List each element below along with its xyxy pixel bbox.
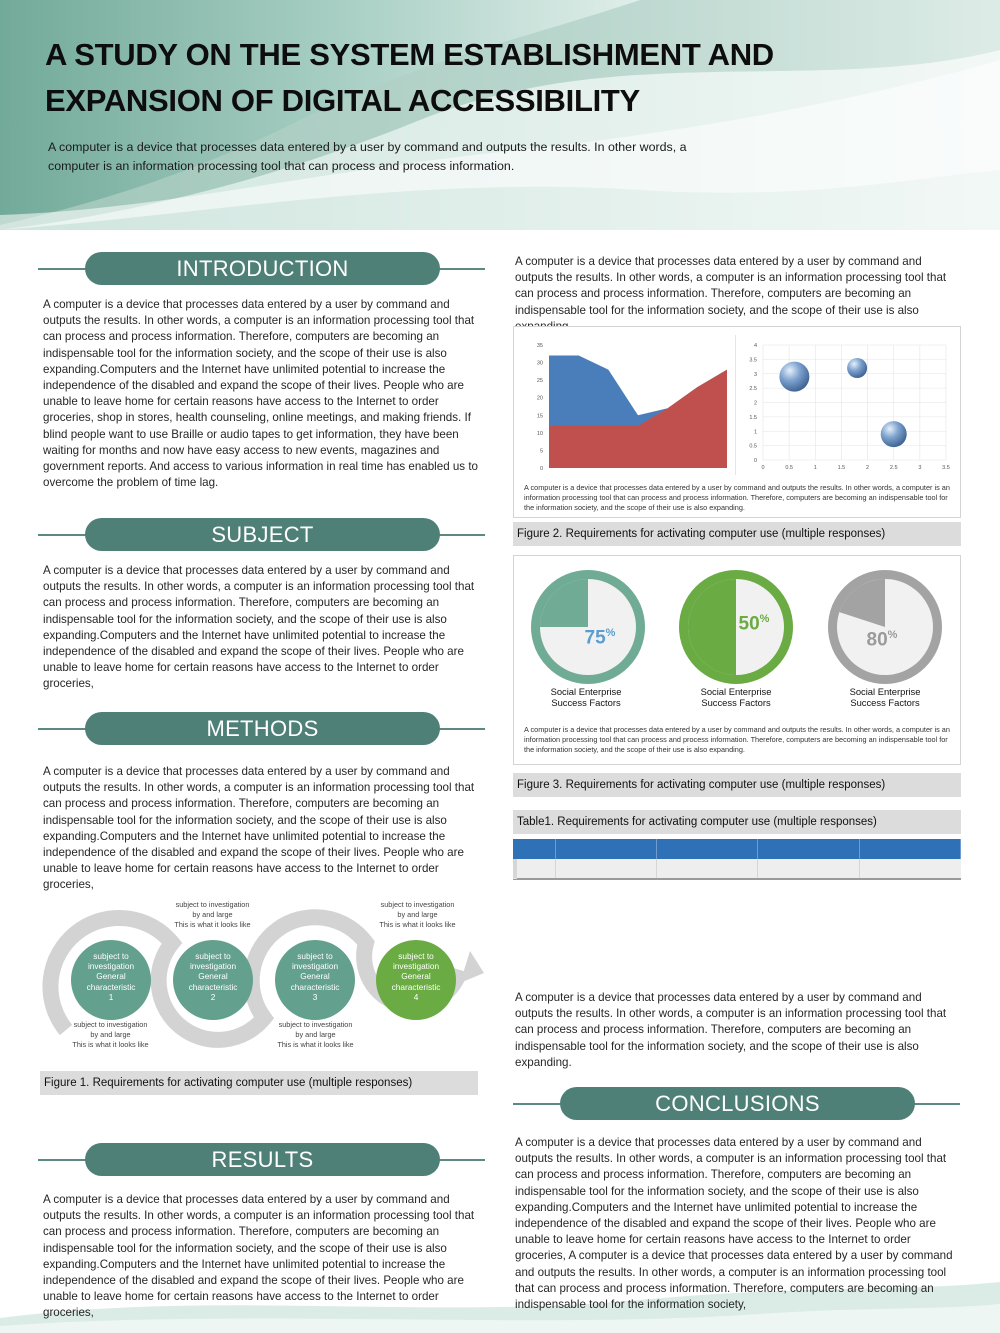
flow-node-4-line3: General — [401, 971, 431, 982]
scatter-bubble-1 — [779, 362, 809, 392]
flow-node-1-line4: characteristic — [86, 981, 136, 992]
table-cell — [860, 859, 961, 879]
poster-title — [45, 32, 945, 124]
conclusions-heading: CONCLUSIONS — [560, 1087, 915, 1120]
gauge-2-number: 50 — [738, 613, 760, 635]
area-y-tick-label: 25 — [536, 378, 543, 385]
results-heading: RESULTS — [85, 1143, 440, 1176]
gauge-1-value — [540, 627, 660, 649]
gauge-3-label-line2: Success Factors — [850, 697, 920, 708]
flow-node-1-line2: investigation — [87, 961, 135, 972]
area-y-tick-label: 20 — [536, 395, 543, 402]
figure2-box — [513, 326, 961, 518]
table-cell — [657, 859, 758, 879]
table-row — [513, 859, 517, 879]
gauge-1-label — [526, 686, 646, 708]
flow-note-top-1-l1: subject to investigation — [175, 900, 250, 909]
figure1-caption: Figure 1. Requirements for activating computer use (multiple responses) — [40, 1071, 478, 1095]
flow-node-1-line3: General — [96, 971, 126, 982]
scatter-x-tick-label: 1.5 — [837, 465, 846, 471]
area-y-tick-label: 35 — [536, 343, 543, 349]
title-line-1: A STUDY ON THE SYSTEM ESTABLISHMENT AND — [45, 37, 774, 72]
after-table-text: A computer is a device that processes data entered by a user by command and outputs the results. In other words, a computer is an information processing tool that can process and process information. Therefore, computers are becoming an indispensable tool for the information society, and the scope of their use is also expanding. — [515, 991, 947, 1069]
gauge-3-value — [822, 629, 942, 651]
scatter-y-tick-label: 0 — [753, 458, 757, 464]
scatter-y-tick-label: 3 — [753, 371, 757, 378]
flow-node-3-line2: investigation — [291, 961, 339, 972]
scatter-x-tick-label: 0 — [761, 465, 765, 471]
chart-divider — [735, 335, 736, 475]
gauge-3-unit: % — [887, 629, 898, 641]
flow-node-1-line1: subject to — [93, 951, 129, 961]
methods-heading: METHODS — [85, 712, 440, 745]
conclusions-text: A computer is a device that processes data entered by a user by command and outputs the results. In other words, a computer is an information processing tool that can process and process information. Therefore, computers are becoming an indispensable tool for the information society, and the scope of their use is also expanding.Computers and the Internet have unlimited potential to increase the independence of the disabled and expand the scope of their lives. People who are unable to leave home for certain reasons have access to the Internet to order groceries, A computer is a device that processes data entered by a user by command and outputs the results. In other words, a computer is an information processing tool that can process and process information. Therefore, computers are becoming an indispensable tool for the information society, — [515, 1136, 953, 1312]
flow-note-bottom-1 — [58, 1020, 163, 1051]
scatter-bubble-3 — [881, 421, 907, 447]
scatter-x-tick-label: 2 — [866, 465, 870, 471]
flow-note-bottom-2-l3: This is what it looks like — [277, 1040, 354, 1050]
gauge-1-number: 75 — [584, 627, 606, 649]
right-intro-text: A computer is a device that processes data entered by a user by command and outputs the results. In other words, a computer is an information processing tool that can process and process information. Therefore, computers are becoming an indispensable tool for the information society, and the scope of their use is also — [515, 255, 947, 317]
figure2-note: A computer is a device that processes data entered by a user by command and outputs the results. In other words, a computer is an information processing tool that can process and process information. Therefore, computers are becoming an indispensable tool for the information society, and the scope of their use is also expanding. — [524, 483, 950, 513]
introduction-text: A computer is a device that processes data entered by a user by command and outputs the results. In other words, a computer is an information processing tool that can process and process information. Therefore, computers are becoming an indispensable tool for the information society, and the scope of their use is also expanding.Computers and the Internet have unlimited potential to increase the independence of the disabled and expand the scope of their lives. People who are unable to leave home for certain reasons have access to the Internet to order groceries, shop in stores, health counseling, online meetings, and making friends. If blind people want to use Braille or audio tapes to get information, they have been waiting for months and now have easy access to new events, magazines and government reports. And access to various information in real time has enabled us to overcome the problem of time lag. — [43, 298, 478, 490]
flow-node-2-number: 2 — [210, 991, 216, 1002]
flow-note-bottom-1-l2: by and large — [90, 1030, 131, 1040]
figure3-caption: Figure 3. Requirements for activating computer use (multiple responses) — [513, 773, 961, 797]
table-header-cell — [556, 839, 657, 859]
gauge-2-label — [676, 686, 796, 708]
scatter-y-tick-label: 2.5 — [749, 386, 757, 393]
flow-arrow-head — [460, 951, 484, 983]
scatter-y-tick-label: 1 — [753, 429, 757, 436]
header-lead-text: A computer is a device that processes data entered by a user by command and outputs the results. In other words, a computer is an information processing tool that can process and process information. — [48, 140, 687, 173]
gauge-2-unit: % — [759, 613, 770, 625]
flow-note-bottom-2 — [263, 1020, 368, 1051]
flow-node-2-line3: General — [198, 971, 228, 982]
table-header-cell — [513, 839, 556, 859]
flow-node-2-line1: subject to — [195, 951, 231, 961]
flow-node-label-4 — [378, 951, 454, 1002]
scatter-y-tick-label: 2 — [753, 400, 757, 407]
scatter-y-tick-label: 0.5 — [749, 443, 757, 450]
table-header-row — [513, 839, 961, 859]
area-chart — [519, 337, 729, 477]
flow-note-bottom-1-l3: This is what it looks like — [72, 1040, 149, 1050]
area-y-tick-label: 30 — [536, 360, 543, 367]
flow-node-3-number: 3 — [312, 991, 318, 1002]
area-y-tick-label: 5 — [539, 448, 543, 455]
flow-note-top-1-l2: by and large — [192, 910, 233, 920]
scatter-y-tick-label: 1.5 — [749, 414, 757, 421]
flow-node-1-number: 1 — [108, 991, 114, 1002]
scatter-chart — [741, 337, 956, 477]
subject-text: A computer is a device that processes data entered by a user by command and outputs the results. In other words, a computer is an information processing tool that can process and process information. Therefore, computers are becoming an indispensable tool for the information society, and the scope of their use is also expanding.Computers and the Internet have unlimited potential to increase the independence of the disabled and expand the scope of their lives. People who are unable to leave home for certain reasons have access to the Internet to order groceries, — [43, 564, 475, 691]
area-y-tick-label: 10 — [536, 430, 543, 437]
scatter-x-tick-label: 0.5 — [785, 465, 793, 471]
flow-note-bottom-2-l2: by and large — [295, 1030, 336, 1040]
flow-note-top-2-l3: This is what it looks like — [379, 920, 456, 930]
flow-node-3-line1: subject to — [297, 951, 333, 961]
figure2-caption: Figure 2. Requirements for activating computer use (multiple responses) — [513, 522, 961, 546]
scatter-y-tick-label: 4 — [753, 343, 757, 349]
gauge-1-label-line2: Success Factors — [551, 697, 621, 708]
introduction-heading: INTRODUCTION — [85, 252, 440, 285]
flow-note-bottom-2-l1: subject to investigation — [278, 1020, 353, 1029]
gauge-2-label-line1: Social Enterprise — [700, 686, 772, 697]
title-line-2: EXPANSION OF DIGITAL ACCESSIBILITY — [45, 83, 640, 118]
table-header-cell — [657, 839, 758, 859]
table1-caption: Table1. Requirements for activating computer use (multiple responses) — [513, 810, 961, 834]
flow-node-3-line4: characteristic — [290, 981, 340, 992]
flow-node-label-1 — [73, 951, 149, 1002]
flow-note-top-1 — [160, 900, 265, 931]
flow-node-label-2 — [175, 951, 251, 1002]
table-cell — [556, 859, 657, 879]
table-header-cell — [860, 839, 961, 859]
flow-note-top-2-l2: by and large — [397, 910, 438, 920]
gauge-3-label — [825, 686, 945, 708]
table-row — [513, 859, 961, 879]
figure3-note: A computer is a device that processes data entered by a user by command and outputs the results. In other words, a computer is an information processing tool that can process and process information. Therefore, computers are becoming an indispensable tool for the information society, and the scope of their use is also expanding. — [524, 725, 950, 755]
flow-node-4-number: 4 — [413, 991, 419, 1002]
gauge-overlay — [514, 556, 960, 716]
area-y-tick-label: 15 — [536, 413, 543, 420]
flow-node-4-line2: investigation — [392, 961, 440, 972]
flow-node-3-line3: General — [300, 971, 330, 982]
figure3-box — [513, 555, 961, 765]
scatter-x-tick-label: 1 — [813, 465, 817, 471]
table-cell — [513, 859, 556, 879]
flow-node-4-line4: characteristic — [391, 981, 441, 992]
methods-text: A computer is a device that processes data entered by a user by command and outputs the results. In other words, a computer is an information processing tool that can process and process information. Therefore, computers are becoming an indispensable tool for the information society, and the scope of their use is also expanding.Computers and the Internet have unlimited potential to increase the independence of the disabled and expand the scope of their lives. People who are unable to leave home for certain reasons have access to the Internet to order groceries, — [43, 765, 475, 892]
scatter-x-tick-label: 2.5 — [889, 465, 898, 471]
scatter-y-tick-label: 3.5 — [749, 357, 757, 364]
flow-note-top-2 — [365, 900, 470, 931]
gauge-3-label-line1: Social Enterprise — [849, 686, 921, 697]
table-header-cell — [758, 839, 860, 859]
table1 — [513, 839, 961, 880]
scatter-bubble-2 — [847, 358, 867, 378]
flow-note-top-2-l1: subject to investigation — [380, 900, 455, 909]
scatter-x-tick-label: 3 — [918, 465, 922, 471]
flow-node-label-3 — [277, 951, 353, 1002]
gauge-1-label-line1: Social Enterprise — [550, 686, 622, 697]
scatter-x-tick-label: 3.5 — [942, 465, 950, 471]
table-cell — [758, 859, 860, 879]
flow-note-top-1-l3: This is what it looks like — [174, 920, 251, 930]
area-y-tick-label: 0 — [539, 466, 543, 472]
flow-node-4-line1: subject to — [398, 951, 434, 961]
flow-node-2-line2: investigation — [189, 961, 237, 972]
flow-note-bottom-1-l1: subject to investigation — [73, 1020, 148, 1029]
gauge-2-label-line2: Success Factors — [701, 697, 771, 708]
results-text: A computer is a device that processes data entered by a user by command and outputs the results. In other words, a computer is an information processing tool that can process and process information. Therefore, computers are becoming an indispensable tool for the information society, and the scope of their use is also expanding.Computers and the Internet have unlimited potential to increase the independence of the disabled and expand the scope of their lives. People who are unable to leave home for certain reasons have access to the Internet to order groceries, — [43, 1193, 475, 1320]
table-cell — [517, 859, 518, 879]
subject-heading: SUBJECT — [85, 518, 440, 551]
gauge-3-number: 80 — [866, 629, 888, 651]
gauge-2-value — [694, 613, 814, 635]
flow-node-2-line4: characteristic — [188, 981, 238, 992]
gauge-1-unit: % — [605, 627, 616, 639]
